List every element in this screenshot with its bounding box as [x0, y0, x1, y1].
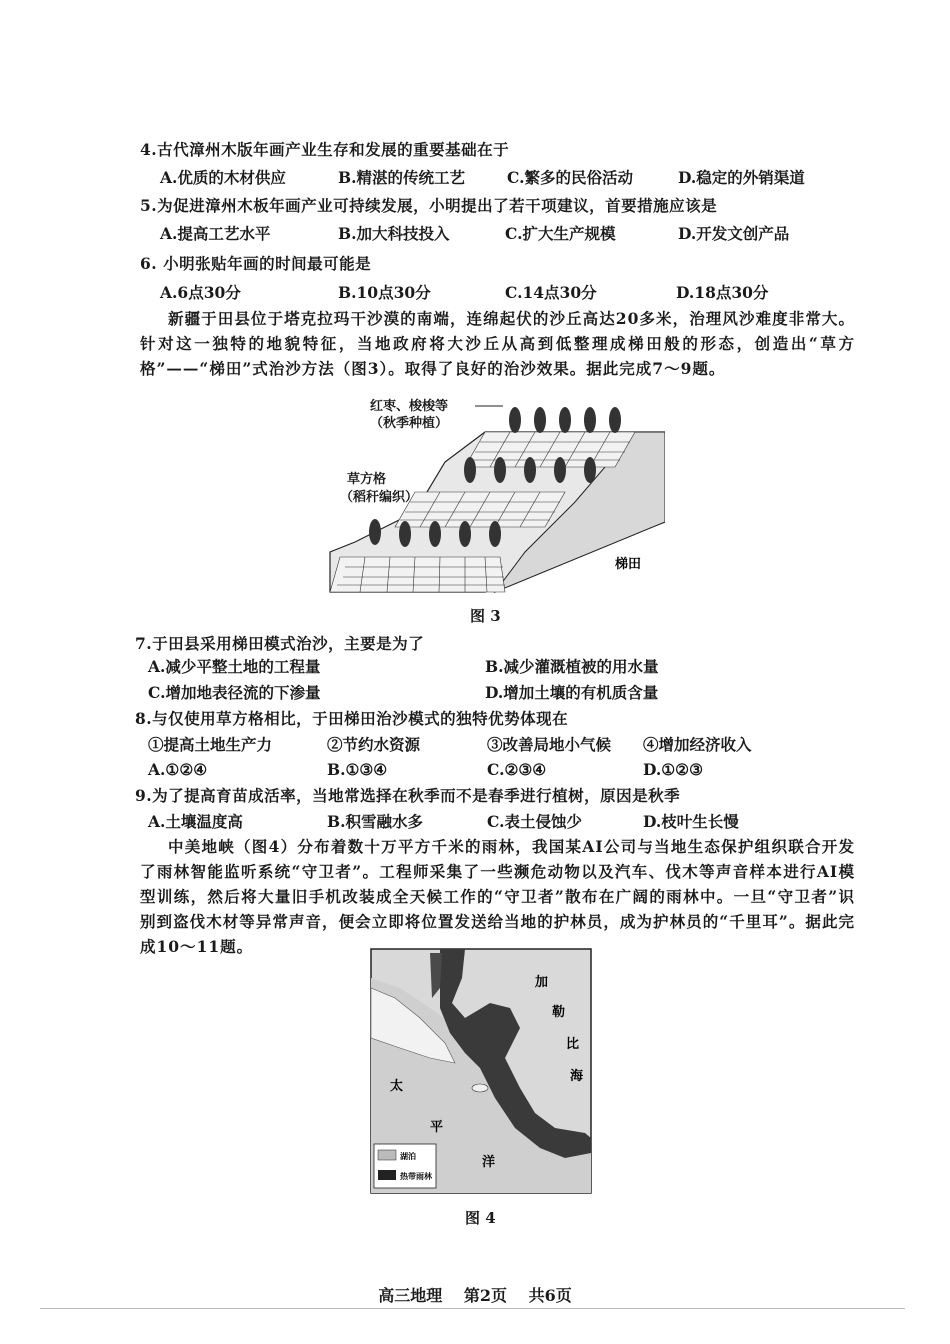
q5-option-c: C.扩大生产规模 [505, 224, 616, 243]
q5-option-b: B.加大科技投入 [338, 224, 450, 243]
q8-option-a: A.①②④ [148, 760, 208, 779]
fig3-label-trees: 红枣、梭梭等 [370, 399, 449, 414]
q8-stem: 8.与仅使用草方格相比，于田梯田治沙模式的独特优势体现在 [135, 709, 569, 728]
footer-page: 第2页 [463, 1286, 507, 1305]
q5-stem: 5.为促进漳州木板年画产业可持续发展，小明提出了若干项建议，首要措施应该是 [140, 196, 718, 215]
q6-option-d: D.18点30分 [676, 283, 769, 302]
q8-item-4: ④增加经济收入 [643, 735, 752, 754]
footer-subject: 高三地理 [378, 1286, 443, 1305]
q4-option-c: C.繁多的民俗活动 [507, 168, 633, 187]
q6-option-c: C.14点30分 [505, 283, 597, 302]
q9-option-a: A.土壤温度高 [148, 812, 243, 831]
q8-option-c: C.②③④ [487, 760, 547, 779]
ocean-char-2: 平 [430, 1120, 444, 1135]
figure-4-central-america-map [370, 948, 592, 1194]
q6-option-a: A.6点30分 [160, 283, 241, 302]
sea-char-3: 比 [566, 1037, 580, 1052]
terrace-label: 梯田 [615, 557, 642, 572]
q8-option-b: B.①③④ [327, 760, 388, 779]
q5-option-d: D.开发文创产品 [678, 224, 790, 243]
q6-option-b: B.10点30分 [338, 283, 431, 302]
q8-option-d: D.①②③ [643, 760, 703, 779]
q7-option-b: B.减少灌溉植被的用水量 [485, 657, 659, 676]
q4-stem: 4.古代漳州木版年画产业生存和发展的重要基础在于 [140, 140, 510, 159]
q7-stem: 7.于田县采用梯田模式治沙，主要是为了 [135, 634, 425, 653]
legend-lake-swatch [378, 1150, 396, 1160]
q6-stem: 6. 小明张贴年画的时间最可能是 [140, 254, 372, 273]
passage-rainforest: 中美地峡（图4）分布着数十万平方千米的雨林，我国某AI公司与当地生态保护组织联合开发了雨林智能监听系统“守卫者”。工程师采集了一些濒危动物以及汽车、伐木等声音样本进行AI模型训练，然后将大量旧手机改装成全天候工作的“守卫者”散布在广阔的雨林中。一旦“守卫者”识别到盗伐木材等异常声音，便会立即将位置发送给当地的护林员，成为护林员的“千里耳”。据此完成10～11题。 [140, 837, 855, 956]
q5-option-a: A.提高工艺水平 [160, 224, 271, 243]
fig3-label-grid-note: （稻秆编织） [340, 490, 419, 505]
fig3-label-trees-note: （秋季种植） [370, 416, 449, 431]
q4-option-a: A.优质的木材供应 [160, 168, 286, 187]
q8-item-1: ①提高土地生产力 [148, 735, 273, 754]
legend-forest-label: 热带雨林 [400, 1171, 432, 1181]
footer-total: 共6页 [528, 1286, 572, 1305]
q8-item-3: ③改善局地小气候 [487, 735, 612, 754]
page-footer [0, 1283, 950, 1306]
sea-char-2: 勒 [552, 1005, 566, 1020]
q9-option-d: D.枝叶生长慢 [643, 812, 739, 831]
q9-option-b: B.积雪融水多 [327, 812, 423, 831]
legend-lake-label: 湖泊 [400, 1151, 416, 1161]
q4-option-b: B.精湛的传统工艺 [338, 168, 465, 187]
q8-item-2: ②节约水资源 [327, 735, 421, 754]
fig4-caption: 图 4 [465, 1209, 496, 1227]
q7-option-d: D.增加土壤的有机质含量 [485, 683, 659, 702]
q9-stem: 9.为了提高育苗成活率，当地常选择在秋季而不是春季进行植树，原因是秋季 [135, 786, 681, 805]
fig3-caption: 图 3 [470, 607, 501, 625]
sea-char-1: 加 [535, 975, 549, 990]
q7-option-c: C.增加地表径流的下渗量 [148, 683, 321, 702]
legend-forest-swatch [378, 1170, 396, 1180]
ocean-char-3: 洋 [482, 1155, 496, 1170]
footer-divider [40, 1308, 905, 1309]
passage-desert: 新疆于田县位于塔克拉玛干沙漠的南端，连绵起伏的沙丘高达20多米，治理风沙难度非常大。针对这一独特的地貌特征，当地政府将大沙丘从高到低整理成梯田般的形态，创造出“草方格”——“梯田”式治沙方法（图3）。取得了良好的治沙效果。据此完成7～9题。 [140, 309, 855, 378]
q4-option-d: D.稳定的外销渠道 [678, 168, 805, 187]
ocean-char-1: 太 [390, 1079, 404, 1094]
fig3-label-grid: 草方格 [347, 472, 387, 487]
sea-char-4: 海 [570, 1069, 584, 1084]
q7-option-a: A.减少平整土地的工程量 [148, 657, 321, 676]
q9-option-c: C.表土侵蚀少 [487, 812, 582, 831]
